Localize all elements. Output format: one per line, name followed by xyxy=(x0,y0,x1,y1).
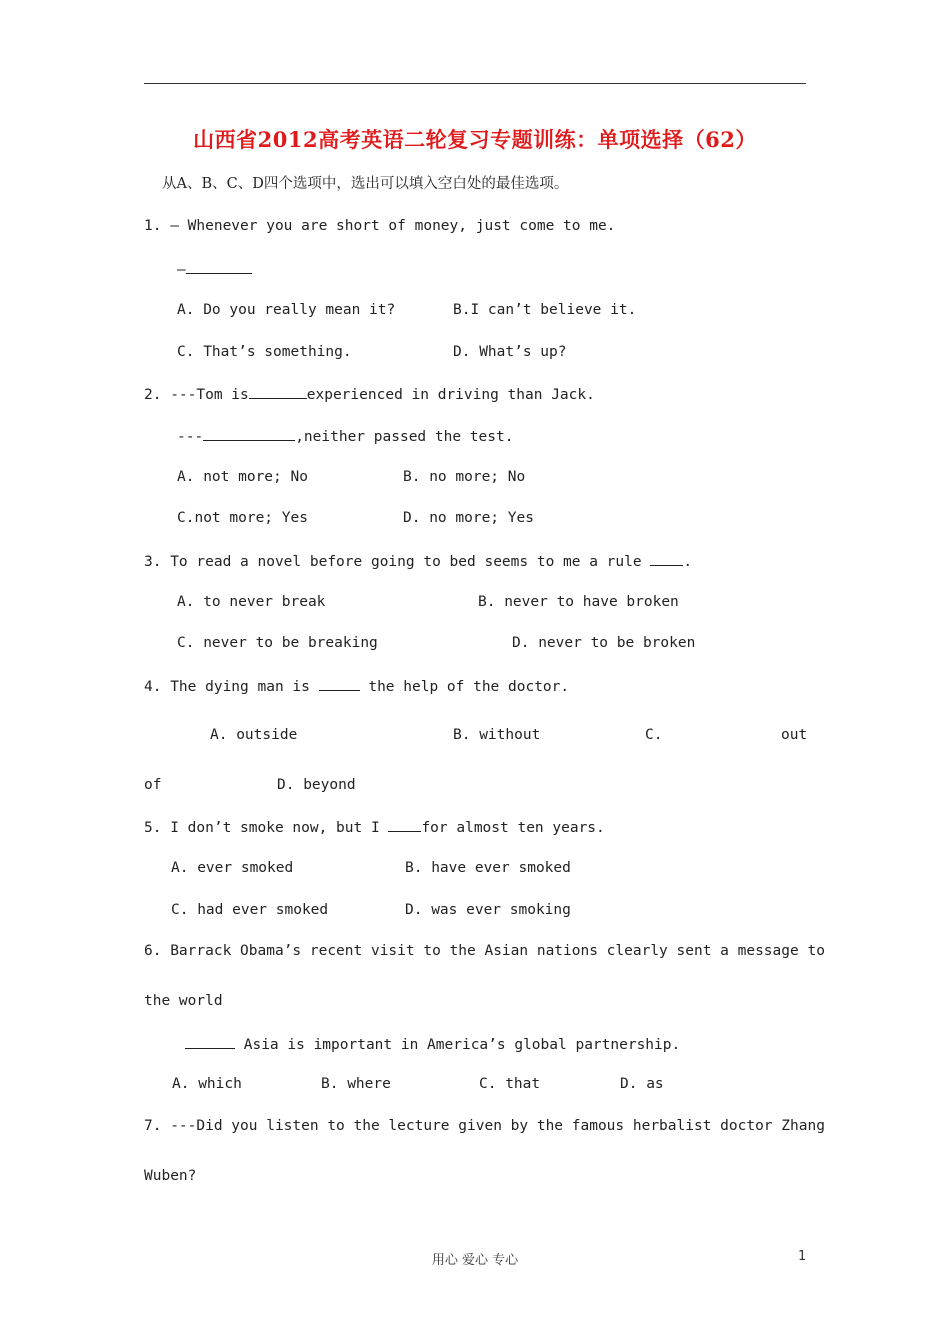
q3-stem-end: . xyxy=(683,554,693,570)
header-rule xyxy=(144,83,806,84)
q4-option-d: D. beyond xyxy=(277,777,356,793)
q1-option-c: C. That’s something. xyxy=(177,344,352,360)
q6-stem-line3-text: Asia is important in America’s global partnership. xyxy=(235,1037,681,1053)
q5-option-c: C. had ever smoked xyxy=(171,902,329,918)
q1-reply xyxy=(177,259,252,279)
instruction: 从A、B、C、D四个选项中，选出可以填入空白处的最佳选项。 xyxy=(162,176,569,192)
q2-option-b: B. no more; No xyxy=(403,469,526,485)
q5-stem xyxy=(144,817,605,837)
q1-blank xyxy=(186,259,252,274)
q3-blank xyxy=(650,551,683,566)
q5-stem-end: for almost ten years. xyxy=(421,820,605,836)
q1-option-a: A. Do you really mean it? xyxy=(177,302,396,318)
q5-option-a: A. ever smoked xyxy=(171,860,294,876)
q5-option-d: D. was ever smoking xyxy=(405,902,571,918)
q4-option-a: A. outside xyxy=(210,727,298,743)
q2-stem-end: experienced in driving than Jack. xyxy=(306,387,595,403)
q3-stem-start: 3. To read a novel before going to bed seems to me a rule xyxy=(144,554,651,570)
q5-blank xyxy=(388,817,421,832)
q5-stem-start: 5. I don’t smoke now, but I xyxy=(144,820,389,836)
q3-option-c: C. never to be breaking xyxy=(177,635,378,651)
q6-option-c: C. that xyxy=(479,1076,541,1092)
q3-option-b: B. never to have broken xyxy=(478,594,679,610)
q2-reply-end: ,neither passed the test. xyxy=(295,429,514,445)
q4-option-c-label: C. xyxy=(645,727,663,743)
q1-option-b: B.I can’t believe it. xyxy=(453,302,637,318)
q3-option-a: A. to never break xyxy=(177,594,326,610)
q2-reply-start: --- xyxy=(177,429,204,445)
footer-motto: 用心 爱心 专心 xyxy=(431,1253,519,1268)
q2-stem-start: 2. ---Tom is xyxy=(144,387,249,403)
q1-stem: 1. — Whenever you are short of money, just come to me. xyxy=(144,218,616,234)
q5-option-b: B. have ever smoked xyxy=(405,860,571,876)
q4-stem-start: 4. The dying man is xyxy=(144,679,319,695)
q2-blank-1 xyxy=(249,384,307,399)
q7-stem-line2: Wuben? xyxy=(144,1168,197,1184)
q2-reply xyxy=(177,426,513,446)
q6-stem-line1: 6. Barrack Obama’s recent visit to the Asian nations clearly sent a message to xyxy=(144,943,825,959)
q2-blank-2 xyxy=(203,426,295,441)
q1-option-d: D. What’s up? xyxy=(453,344,567,360)
q3-option-d: D. never to be broken xyxy=(512,635,696,651)
q6-stem-line2: the world xyxy=(144,993,223,1009)
q6-option-a: A. which xyxy=(172,1076,242,1092)
q6-blank xyxy=(185,1034,235,1049)
q3-stem xyxy=(144,551,692,571)
page-number: 1 xyxy=(798,1249,807,1264)
q2-option-c: C.not more; Yes xyxy=(177,510,308,526)
q2-stem xyxy=(144,384,595,404)
q4-option-c-word2: of xyxy=(144,777,162,793)
page-title: 山西省2012高考英语二轮复习专题训练：单项选择（62） xyxy=(193,127,757,152)
q4-stem xyxy=(144,676,569,696)
q2-option-d: D. no more; Yes xyxy=(403,510,534,526)
q4-option-c-word1: out xyxy=(781,727,808,743)
q4-stem-end: the help of the doctor. xyxy=(359,679,570,695)
q4-blank xyxy=(319,676,360,691)
q2-option-a: A. not more; No xyxy=(177,469,308,485)
q4-option-b: B. without xyxy=(453,727,541,743)
q6-stem-line3 xyxy=(185,1034,680,1054)
q6-option-b: B. where xyxy=(321,1076,391,1092)
q1-reply-prefix: — xyxy=(177,262,186,278)
q6-option-d: D. as xyxy=(620,1076,664,1092)
q7-stem-line1: 7. ---Did you listen to the lecture given by the famous herbalist doctor Zhang xyxy=(144,1118,825,1134)
